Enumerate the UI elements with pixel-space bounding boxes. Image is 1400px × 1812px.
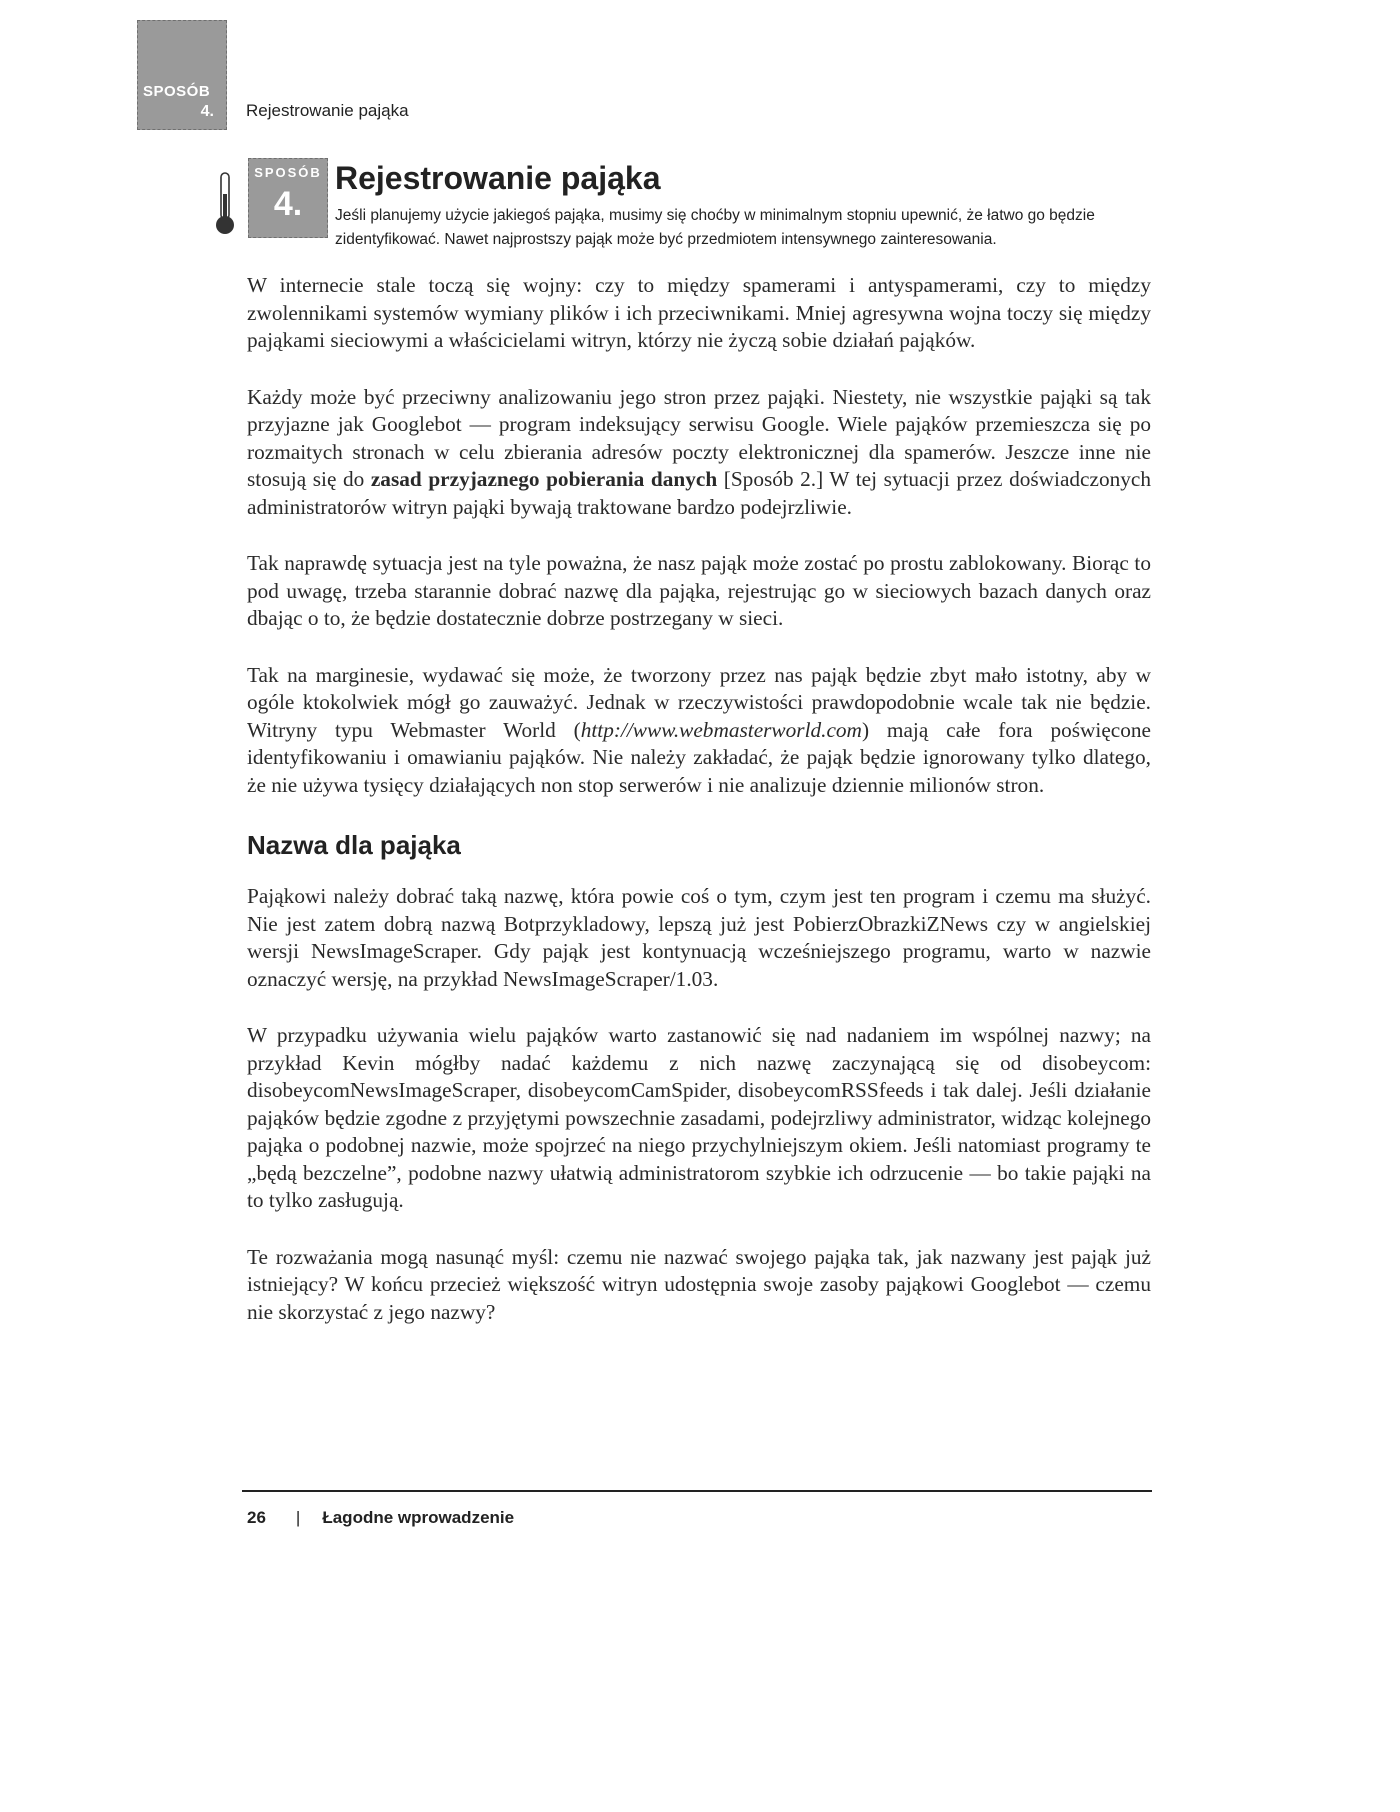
paragraph-text: [Sposób 2.] W tej sytuacji przez doświadczonych administratorów witryn pająki bywają traktowane bardzo podejrzliwie. <box>247 467 1151 519</box>
chapter-title: Łagodne wprowadzenie <box>322 1508 515 1527</box>
paragraph-text: Tak na marginesie, wydawać się może, że tworzony przez nas pająk będzie zbyt mało istotny, aby w ogóle ktokolwiek mógł go zauważyć. Jednak w rzeczywistości prawdopodobnie wcale tak nie będzie. Witryny typu Webmaster World ( <box>247 662 1151 742</box>
running-head: Rejestrowanie pająka <box>246 101 409 120</box>
footer-rule <box>242 1490 1152 1492</box>
paragraph-unfriendly-spiders <box>247 384 1151 522</box>
paragraph-blocking: Tak naprawdę sytuacja jest na tyle poważna, że nasz pająk może zostać po prostu zablokowany. Biorąc to pod uwagę, trzeba starannie dobrać nazwę dla pająka, rejestrując go w sieciowych bazach danych oraz dbając o to, że będzie dostatecznie dobrze postrzegany w sieci. <box>247 551 1151 630</box>
body-content <box>247 272 1151 1355</box>
hack-summary: Jeśli planujemy użycie jakiegoś pająka, musimy się choćby w minimalnym stopniu upewnić, że łatwo go będzie zidentyfikować. Nawet najprostszy pająk może być przedmiotem intensywnego zainteresowania. <box>335 207 1095 248</box>
paragraph-webmasterworld <box>247 662 1151 800</box>
section-heading: Nazwa dla pająka <box>247 830 461 860</box>
side-tab <box>137 20 227 130</box>
side-tab-label: SPOSÓB <box>143 83 211 100</box>
paragraph-text: Każdy może być przeciwny analizowaniu jego stron przez pająki. Niestety, nie wszystkie pająki są tak przyjazne jak Googlebot — program indeksujący serwisu Google. Wiele pająków przemieszcza się po rozmaitych stronach w celu zbierania adresów poczty elektronicznej dla spamerów. Jeszcze inne nie stosują się do <box>247 384 1151 491</box>
url-link[interactable]: http://www.webmasterworld.com <box>580 717 862 742</box>
footer-separator: | <box>295 1508 301 1527</box>
side-tab-number: 4. <box>200 103 214 120</box>
hack-badge-number: 4. <box>273 185 303 223</box>
paragraph-common-name: W przypadku używania wielu pająków warto zastanowić się nad nadaniem im wspólnej nazwy; na przykład Kevin mógłby nadać każdemu z nich nazwę zaczynającą się od disobeycom: disobeycomNewsImageScraper, disobeycomCamSpider, disobeycomRSSfeeds i tak dalej. Jeśli działanie pająków będzie zgodne z przyjętymi powszechnie zasadami, podejrzliwy administrator, widząc kolejnego pająka o podobnej nazwie, może spojrzeć na niego przychylniejszym okiem. Jeśli natomiast programy te „będą bezczelne”, podobne nazwy ułatwią administratorom szybkie ich odrzucenie — bo takie pająki na to tylko zasługują. <box>247 1023 1151 1212</box>
hack-badge <box>248 158 328 238</box>
cross-reference-link[interactable]: zasad przyjaznego pobierania danych <box>370 467 718 491</box>
paragraph-intro: W internecie stale toczą się wojny: czy to między spamerami i antyspamerami, czy to między zwolennikami systemów wymiany plików i ich przeciwnikami. Mniej agresywna wojna toczy się między pająkami sieciowymi a właścicielami witryn, którzy nie życzą sobie działań pająków. <box>247 273 1151 352</box>
thermometer-icon <box>214 172 236 236</box>
paragraph-naming: Pająkowi należy dobrać taką nazwę, która powie coś o tym, czym jest ten program i czemu ma służyć. Nie jest zatem dobrą nazwą Botprzykladowy, lepszą już jest PobierzObrazkiZNews czy w angielskiej wersji NewsImageScraper. Gdy pająk jest kontynuacją wcześniejszego programu, warto w nazwie oznaczyć wersję, na przykład NewsImageScraper/1.03. <box>247 884 1151 991</box>
paragraph-text: ) mają całe fora poświęcone identyfikowaniu i omawianiu pająków. Nie należy zakładać, że pająk będzie ignorowany tylko dlatego, że nie używa tysięcy działających non stop serwerów i nie analizuje dziennie milionów stron. <box>247 717 1151 797</box>
page-footer <box>247 1508 514 1528</box>
paragraph-googlebot: Te rozważania mogą nasunąć myśl: czemu nie nazwać swojego pająka tak, jak nazwany jest pająk już istniejący? W końcu przecież większość witryn udostępnia swoje zasoby pająkowi Googlebot — czemu nie skorzystać z jego nazwy? <box>247 1244 1151 1324</box>
hack-header <box>214 158 1114 248</box>
page-number: 26 <box>247 1508 266 1527</box>
hack-title: Rejestrowanie pająka <box>335 160 661 196</box>
hack-badge-label: SPOSÓB <box>254 165 322 180</box>
